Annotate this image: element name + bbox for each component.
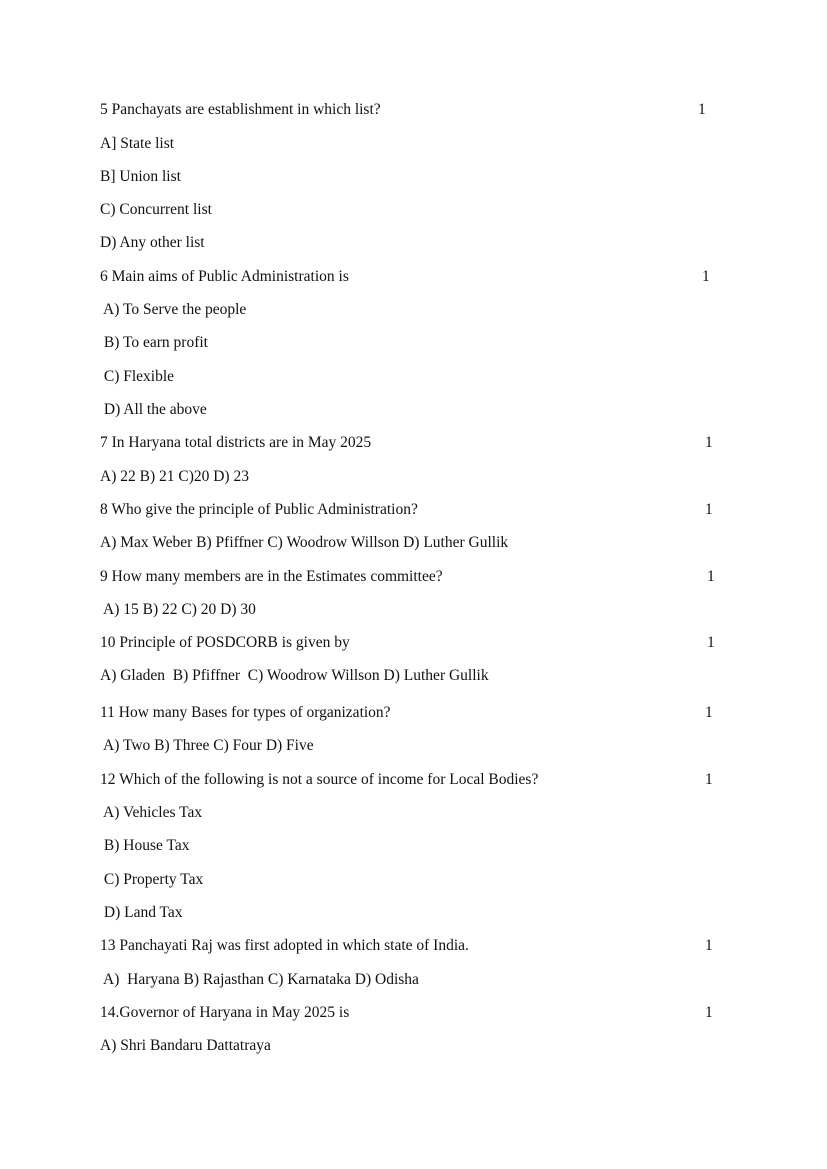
question-6-option-a: A) To Serve the people — [100, 301, 247, 318]
question-7-marks: 1 — [705, 434, 713, 451]
question-12-option-b: B) House Tax — [100, 837, 190, 854]
question-8-options: A) Max Weber B) Pfiffner C) Woodrow Willson D) Luther Gullik — [100, 534, 509, 551]
question-5-option-d: D) Any other list — [100, 234, 205, 251]
question-12-option-a: A) Vehicles Tax — [100, 804, 203, 821]
question-13-options: A) Haryana B) Rajasthan C) Karnataka D) Odisha — [100, 971, 419, 988]
question-9-options: A) 15 B) 22 C) 20 D) 30 — [100, 601, 256, 618]
question-10-text: 10 Principle of POSDCORB is given by — [100, 634, 350, 651]
question-6-marks: 1 — [702, 268, 710, 285]
question-6-option-c: C) Flexible — [100, 368, 175, 385]
question-10-marks: 1 — [707, 634, 715, 651]
question-12-text: 12 Which of the following is not a source of income for Local Bodies? — [100, 771, 539, 788]
question-8-marks: 1 — [705, 501, 713, 518]
question-12-option-c: C) Property Tax — [100, 871, 204, 888]
question-5-option-b: B] Union list — [100, 168, 181, 185]
question-9-marks: 1 — [707, 568, 715, 585]
question-7-options: A) 22 B) 21 C)20 D) 23 — [100, 468, 249, 485]
question-14-marks: 1 — [705, 1004, 713, 1021]
question-12-option-d: D) Land Tax — [100, 904, 183, 921]
question-5-option-c: C) Concurrent list — [100, 201, 212, 218]
question-11-options: A) Two B) Three C) Four D) Five — [100, 737, 314, 754]
question-14-text: 14.Governor of Haryana in May 2025 is — [100, 1004, 350, 1021]
question-6-text: 6 Main aims of Public Administration is — [100, 268, 349, 285]
question-6-option-d: D) All the above — [100, 401, 207, 418]
question-7-text: 7 In Haryana total districts are in May 2025 — [100, 434, 372, 451]
question-14-option-a: A) Shri Bandaru Dattatraya — [100, 1037, 271, 1054]
question-6-option-b: B) To earn profit — [100, 334, 208, 351]
question-8-text: 8 Who give the principle of Public Administration? — [100, 501, 418, 518]
question-10-options: A) Gladen B) Pfiffner C) Woodrow Willson D) Luther Gullik — [100, 667, 489, 684]
question-5-marks: 1 — [698, 101, 706, 118]
question-11-text: 11 How many Bases for types of organization? — [100, 704, 391, 721]
question-5-text: 5 Panchayats are establishment in which list? — [100, 101, 381, 118]
question-5-option-a: A] State list — [100, 135, 175, 152]
question-11-marks: 1 — [705, 704, 713, 721]
question-9-text: 9 How many members are in the Estimates committee? — [100, 568, 443, 585]
question-13-text: 13 Panchayati Raj was first adopted in which state of India. — [100, 937, 469, 954]
question-13-marks: 1 — [705, 937, 713, 954]
question-12-marks: 1 — [705, 771, 713, 788]
